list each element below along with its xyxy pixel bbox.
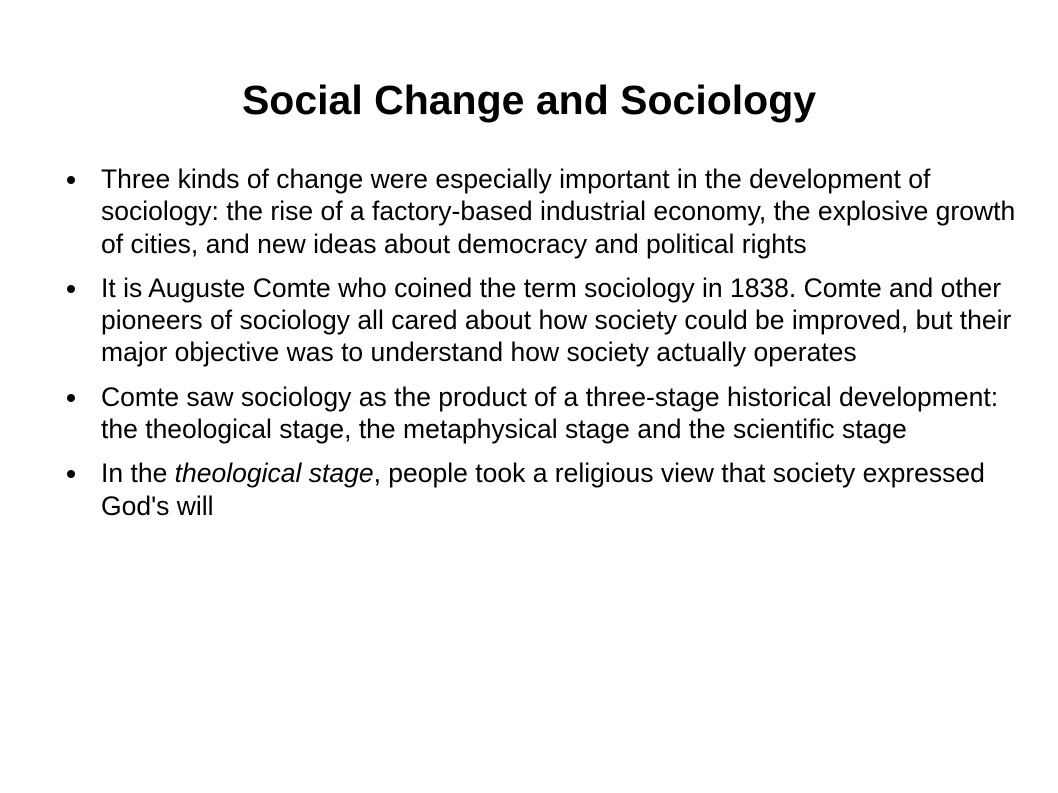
list-item xyxy=(0,381,1058,446)
slide-title: Social Change and Sociology xyxy=(241,77,817,123)
bullet-text: It is Auguste Comte who coined the term sociology in 1838. Comte and other pioneers of sociology all cared about how society could be improved, but their major objective was to understand how society actually operates xyxy=(101,272,1012,368)
bullet-dot-icon xyxy=(67,394,75,402)
bullet-dot-icon xyxy=(67,176,75,184)
list-item xyxy=(0,272,1058,369)
list-item xyxy=(0,457,1058,522)
list-item xyxy=(0,163,1058,260)
bullet-text-suffix: , people took a religious view that society expressed God's will xyxy=(101,458,985,521)
bullet-dot-icon xyxy=(67,470,75,478)
bullet-text: Comte saw sociology as the product of a three-stage historical development: the theological stage, the metaphysical stage and the scientific stage xyxy=(101,381,999,445)
bullet-list xyxy=(0,163,1058,534)
bullet-dot-icon xyxy=(67,285,75,293)
bullet-text-emphasis: theological stage xyxy=(174,458,374,489)
bullet-text: Three kinds of change were especially important in the development of sociology: the rise of a factory-based industrial economy, the explosive growth of cities, and new ideas about democracy and political rights xyxy=(101,164,1016,259)
bullet-text xyxy=(101,457,1018,522)
bullet-text-prefix: In the xyxy=(101,458,175,489)
